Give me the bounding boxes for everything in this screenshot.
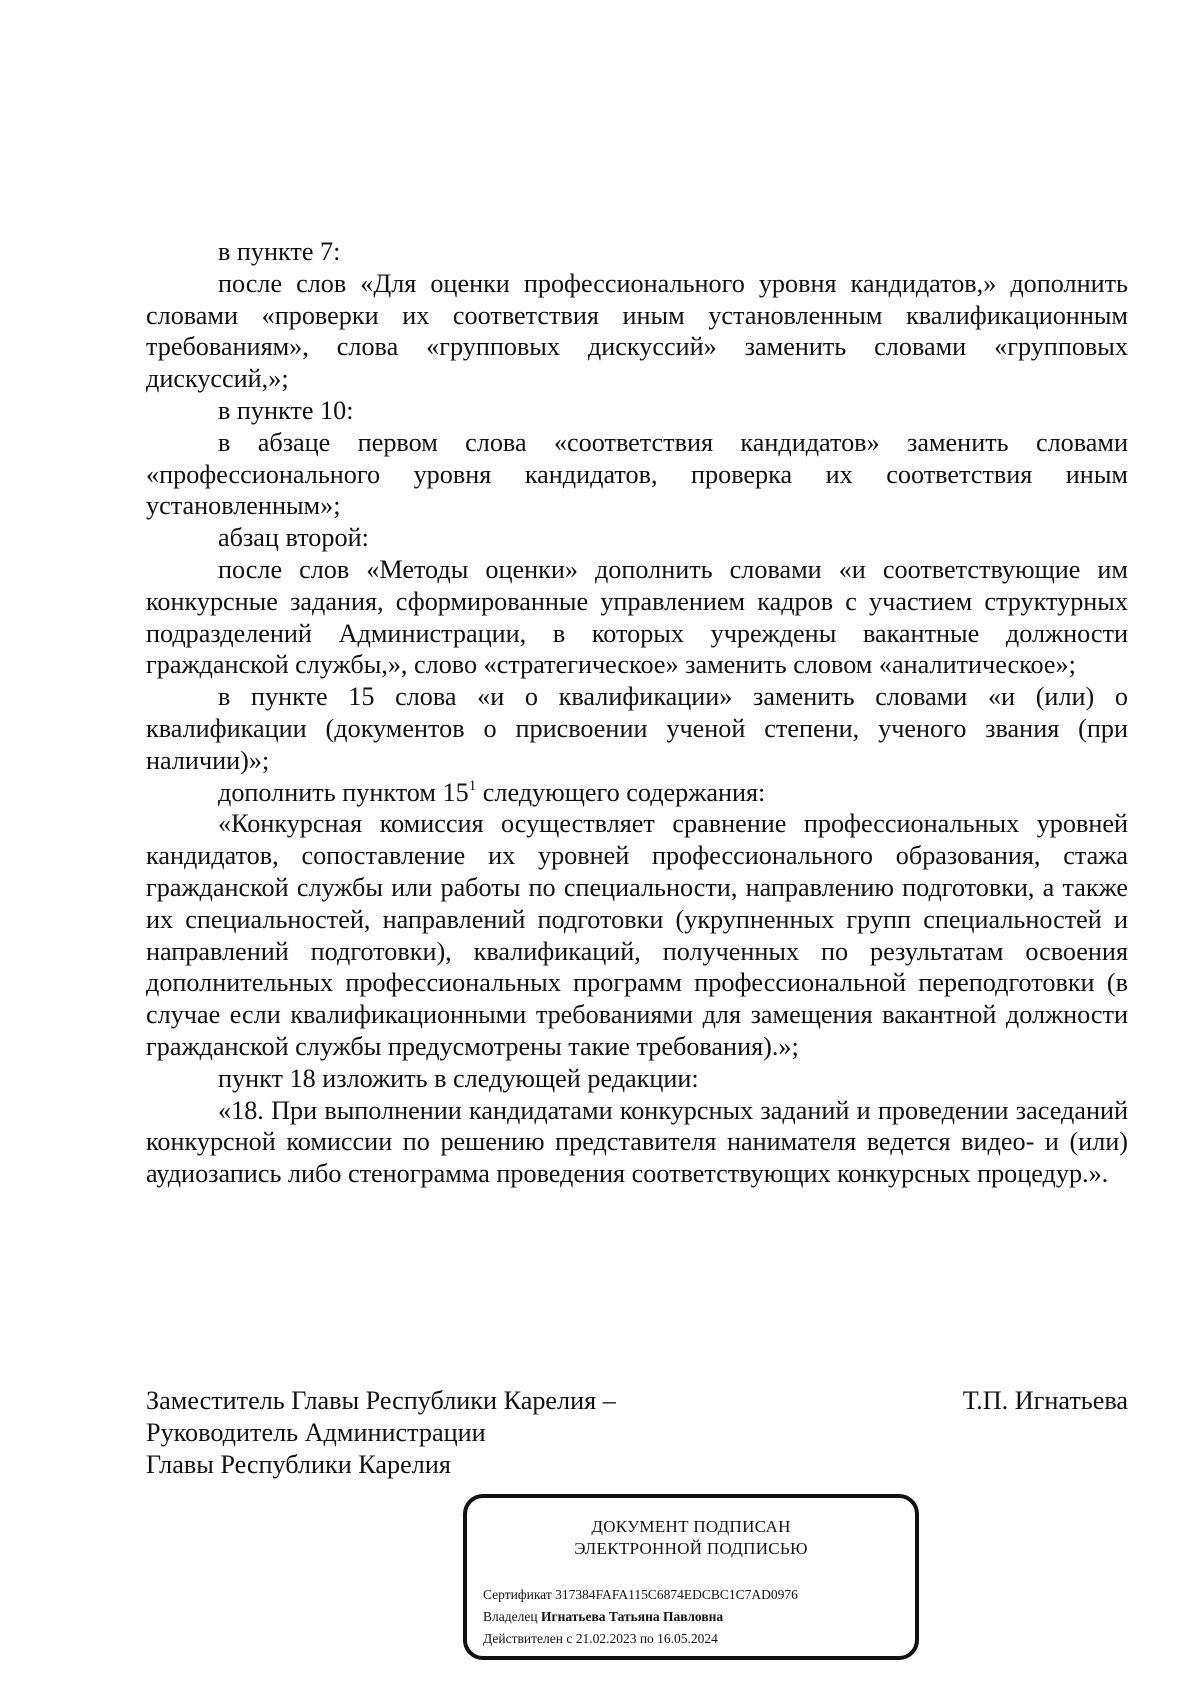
certificate-line <box>483 1584 798 1606</box>
paragraph: после слов «Методы оценки» дополнить словами «и соответствующие им конкурсные задания, сформированные управлением кадров с участием структурных подразделений Администрации, в которых учреждены вакантные должности гражданской службы,», слово «стратегическое» заменить словом «аналитическое»; <box>146 554 1128 680</box>
position-line: Руководитель Администрации <box>146 1418 486 1447</box>
position-line: Заместитель Главы Республики Карелия – <box>146 1386 616 1415</box>
owner-label: Владелец <box>483 1609 538 1624</box>
position-line: Главы Республики Карелия <box>146 1450 451 1479</box>
stamp-details <box>483 1584 798 1650</box>
validity-line <box>483 1628 798 1650</box>
signatory-position <box>146 1385 616 1481</box>
signatory-name: Т.П. Игнатьева <box>962 1386 1128 1415</box>
valid-from-prefix: с <box>566 1631 573 1646</box>
electronic-signature-stamp <box>463 1494 919 1660</box>
document-body <box>146 236 1128 1190</box>
paragraph: в пункте 7: <box>218 237 341 266</box>
paragraph: после слов «Для оценки профессионального уровня кандидатов,» дополнить словами «проверки их соответствия иным установленным квалификационным требованиям», слова «групповых дискуссий» заменить словами «групповых дискуссий,»; <box>146 268 1128 394</box>
valid-label: Действителен <box>483 1631 563 1646</box>
paragraph: в абзаце первом слова «соответствия кандидатов» заменить словами «профессионального уровня кандидатов, проверка их соответствия иным установленным»; <box>146 427 1128 521</box>
superscript: 1 <box>468 777 477 794</box>
stamp-title-line: ЭЛЕКТРОННОЙ ПОДПИСЬЮ <box>574 1539 808 1558</box>
owner-value: Игнатьева Татьяна Павловна <box>540 1609 724 1624</box>
paragraph: абзац второй: <box>218 523 369 553</box>
paragraph: пункт 18 изложить в следующей редакции: <box>218 1063 699 1093</box>
paragraph-text: дополнить пунктом 15 <box>218 777 469 807</box>
paragraph: в пункте 10: <box>218 395 354 425</box>
paragraph: «Конкурсная комиссия осуществляет сравнение профессиональных уровней кандидатов, сопоставление их уровней профессионального образования, стажа гражданской службы или работы по специальности, направлению подготовки, а также их специальностей, направлений подготовки (укрупненных групп специальностей и направлений подготовки), квалификаций, полученных по результатам освоения дополнительных профессиональных программ профессиональной переподготовки (в случае если квалификационными требованиями для замещения вакантной должности гражданской службы предусмотрены такие требования).»; <box>146 809 1128 1061</box>
paragraph-text: следующего содержания: <box>476 777 766 807</box>
stamp-title <box>467 1516 915 1560</box>
paragraph: в пункте 15 слова «и о квалификации» заменить словами «и (или) о квалификации (документов о присвоении ученой степени, ученого звания (при наличии)»; <box>146 682 1128 775</box>
paragraph: «18. При выполнении кандидатами конкурсных заданий и проведении заседаний конкурсной комиссии по решению представителя нанимателя ведется видео- и (или) аудиозапись либо стенограмма проведения соответствующих конкурсных процедур.». <box>146 1095 1128 1189</box>
paragraph <box>146 777 1128 809</box>
stamp-title-line: ДОКУМЕНТ ПОДПИСАН <box>591 1517 791 1536</box>
certificate-label: Сертификат <box>483 1587 552 1602</box>
valid-to-prefix: по <box>639 1631 654 1646</box>
valid-from: 21.02.2023 <box>575 1631 637 1646</box>
certificate-value: 317384FAFA115C6874EDCBC1C7AD0976 <box>555 1587 798 1602</box>
owner-line <box>483 1606 798 1628</box>
valid-to: 16.05.2024 <box>657 1631 718 1646</box>
